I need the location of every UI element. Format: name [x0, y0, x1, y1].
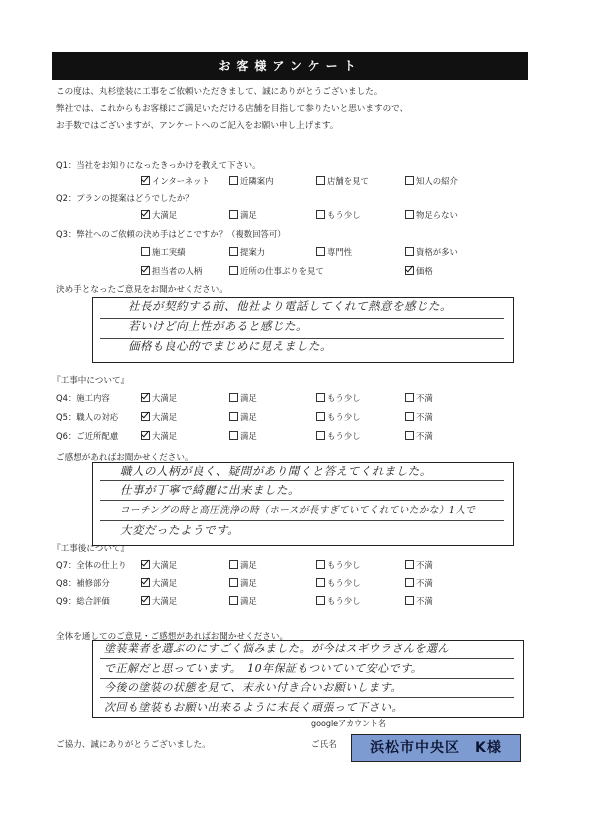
q6-option-unsatisfied[interactable]: 不満 [405, 430, 433, 442]
q2-option-unsatisfied[interactable]: 物足らない [405, 209, 458, 221]
checked-box-icon [141, 210, 150, 219]
overall-handwritten-2: で正解だと思っています。 10年保証もついていて安心です。 [104, 662, 423, 675]
checkbox-icon [405, 560, 414, 569]
q6-option-very-satisfied[interactable]: 大満足 [141, 430, 177, 442]
during-handwritten-4: 大変だったようです。 [120, 523, 240, 537]
q7-option-very-satisfied[interactable]: 大満足 [141, 559, 177, 571]
overall-rule-1 [100, 658, 514, 659]
q3-option-proposal[interactable]: 提案力 [229, 246, 265, 258]
q1-label: Q1：当社をお知りになったきっかけを教えて下さい。 [56, 160, 261, 170]
during-handwritten-2: 仕事が丁寧で綺麗に出来ました。 [120, 483, 300, 497]
q7-option-more[interactable]: もう少し [316, 559, 361, 571]
checkbox-icon [405, 431, 414, 440]
checkbox-icon [405, 210, 414, 219]
q1-option-store[interactable]: 店舗を見て [316, 175, 369, 187]
q2-option-more[interactable]: もう少し [316, 209, 361, 221]
checkbox-icon [229, 431, 238, 440]
checkbox-icon [405, 412, 414, 421]
reason-handwritten-2: 若いけど向上性があると感じた。 [128, 319, 308, 333]
checkbox-icon [316, 176, 325, 185]
q4-option-unsatisfied[interactable]: 不満 [405, 392, 433, 404]
checkbox-icon [141, 247, 150, 256]
q5-option-more[interactable]: もう少し [316, 411, 361, 423]
overall-handwritten-4: 次回も塗装もお願い出来るように末長く頑張って下さい。 [104, 701, 403, 714]
q3-option-record[interactable]: 施工実績 [141, 246, 186, 258]
q8-label: Q8：補修部分 [56, 578, 110, 588]
reason-handwritten-3: 価格も良心的でまじめに見えました。 [128, 339, 332, 353]
checkbox-icon [316, 247, 325, 256]
q6-label: Q6：ご近所配慮 [56, 431, 119, 441]
checked-box-icon [141, 560, 150, 569]
q8-option-very-satisfied[interactable]: 大満足 [141, 577, 177, 589]
q6-option-more[interactable]: もう少し [316, 430, 361, 442]
checkbox-icon [405, 176, 414, 185]
q9-option-more[interactable]: もう少し [316, 595, 361, 607]
q3-option-expertise[interactable]: 専門性 [316, 246, 352, 258]
q2-option-very-satisfied[interactable]: 大満足 [141, 209, 177, 221]
after-section-title: 『工事後について』 [52, 544, 130, 554]
name-label: ご氏名 [311, 740, 337, 750]
checkbox-icon [316, 393, 325, 402]
q5-option-very-satisfied[interactable]: 大満足 [141, 411, 177, 423]
checked-box-icon [141, 578, 150, 587]
customer-name-badge: 浜松市中央区 K様 [351, 734, 521, 762]
reason-handwritten-1: 社長が契約する前、他社より電話してくれて熱意を感じた。 [128, 299, 452, 313]
q9-option-unsatisfied[interactable]: 不満 [405, 595, 433, 607]
intro-line-1: この度は、丸杉塗装に工事をご依頼いただきまして、誠にありがとうございました。 [56, 87, 383, 97]
thanks-text: ご協力、誠にありがとうございました。 [56, 740, 211, 750]
q3-option-neighborhood-work[interactable]: 近所の仕事ぶりを見て [229, 265, 324, 277]
q5-option-satisfied[interactable]: 満足 [229, 411, 257, 423]
checkbox-icon [316, 431, 325, 440]
q7-option-satisfied[interactable]: 満足 [229, 559, 257, 571]
q8-option-satisfied[interactable]: 満足 [229, 577, 257, 589]
checkbox-icon [316, 210, 325, 219]
overall-handwritten-1: 塗装業者を選ぶのにすごく悩みました。が今はスギウラさんを選ん [104, 642, 449, 655]
q1-option-nearby[interactable]: 近隣案内 [229, 175, 274, 187]
during-comment-label: ご感想があればお聞かせください。 [56, 453, 194, 463]
q1-option-internet[interactable]: インターネット [141, 175, 210, 187]
checkbox-icon [229, 210, 238, 219]
overall-rule-3 [100, 697, 514, 698]
checkbox-icon [229, 393, 238, 402]
checkbox-icon [229, 560, 238, 569]
q4-label: Q4：施工内容 [56, 393, 110, 403]
google-account-label: googleアカウント名 [311, 719, 387, 728]
intro-line-2: 弊社では、これからもお客様にご満足いただける店舗を目指して参りたいと思いますので、 [56, 104, 409, 114]
q3-option-price[interactable]: 価格 [405, 265, 433, 277]
q2-label: Q2：プランの提案はどうでしたか？ [56, 193, 194, 203]
checkbox-icon [229, 247, 238, 256]
overall-label: 全体を通してのご意見・ご感想があればお聞かせください。 [56, 632, 289, 642]
intro-line-3: お手数ではございますが、アンケートへのご記入をお願い申し上げます。 [56, 121, 339, 131]
checked-box-icon [141, 176, 150, 185]
checkbox-icon [316, 596, 325, 605]
during-rule-3 [100, 520, 504, 521]
q9-label: Q9：総合評価 [56, 596, 110, 606]
during-rule-1 [100, 480, 504, 481]
checked-box-icon [141, 393, 150, 402]
q3-option-qualifications[interactable]: 資格が多い [405, 246, 458, 258]
q3-label: Q3：弊社へのご依頼の決め手はどこですか？（複数回答可） [56, 229, 286, 239]
q8-option-unsatisfied[interactable]: 不満 [405, 577, 433, 589]
q7-option-unsatisfied[interactable]: 不満 [405, 559, 433, 571]
q1-option-friend[interactable]: 知人の紹介 [405, 175, 458, 187]
checkbox-icon [316, 578, 325, 587]
checkbox-icon [316, 560, 325, 569]
q4-option-very-satisfied[interactable]: 大満足 [141, 392, 177, 404]
checkbox-icon [405, 393, 414, 402]
during-section-title: 『工事中について』 [52, 376, 130, 386]
checkbox-icon [229, 266, 238, 275]
during-handwritten-3: コーチングの時と高圧洗浄の時（ホースが長すぎていてくれていたかな）1人で [120, 505, 476, 516]
q5-label: Q5：職人の対応 [56, 412, 119, 422]
checkbox-icon [405, 578, 414, 587]
checkbox-icon [405, 596, 414, 605]
q8-option-more[interactable]: もう少し [316, 577, 361, 589]
q4-option-more[interactable]: もう少し [316, 392, 361, 404]
checked-box-icon [141, 596, 150, 605]
during-rule-2 [100, 500, 504, 501]
checkbox-icon [316, 412, 325, 421]
q9-option-very-satisfied[interactable]: 大満足 [141, 595, 177, 607]
q2-option-satisfied[interactable]: 満足 [229, 209, 257, 221]
checkbox-icon [229, 578, 238, 587]
q7-label: Q7：全体の仕上り [56, 560, 127, 570]
reason-label: 決め手となったご意見をお聞かせください。 [56, 285, 228, 295]
checked-box-icon [405, 266, 414, 275]
q6-option-satisfied[interactable]: 満足 [229, 430, 257, 442]
q5-option-unsatisfied[interactable]: 不満 [405, 411, 433, 423]
checkbox-icon [229, 412, 238, 421]
checked-box-icon [141, 266, 150, 275]
during-handwritten-1: 職人の人柄が良く、疑問があり聞くと答えてくれました。 [120, 464, 432, 478]
q9-option-satisfied[interactable]: 満足 [229, 595, 257, 607]
checked-box-icon [141, 412, 150, 421]
survey-title: お客様アンケート [52, 52, 528, 80]
checkbox-icon [229, 176, 238, 185]
q4-option-satisfied[interactable]: 満足 [229, 392, 257, 404]
checkbox-icon [405, 247, 414, 256]
checked-box-icon [141, 431, 150, 440]
overall-handwritten-3: 今後の塗装の状態を見て、末永い付き合いお願いします。 [104, 681, 402, 694]
q3-option-personality[interactable]: 担当者の人柄 [141, 265, 202, 277]
checkbox-icon [229, 596, 238, 605]
